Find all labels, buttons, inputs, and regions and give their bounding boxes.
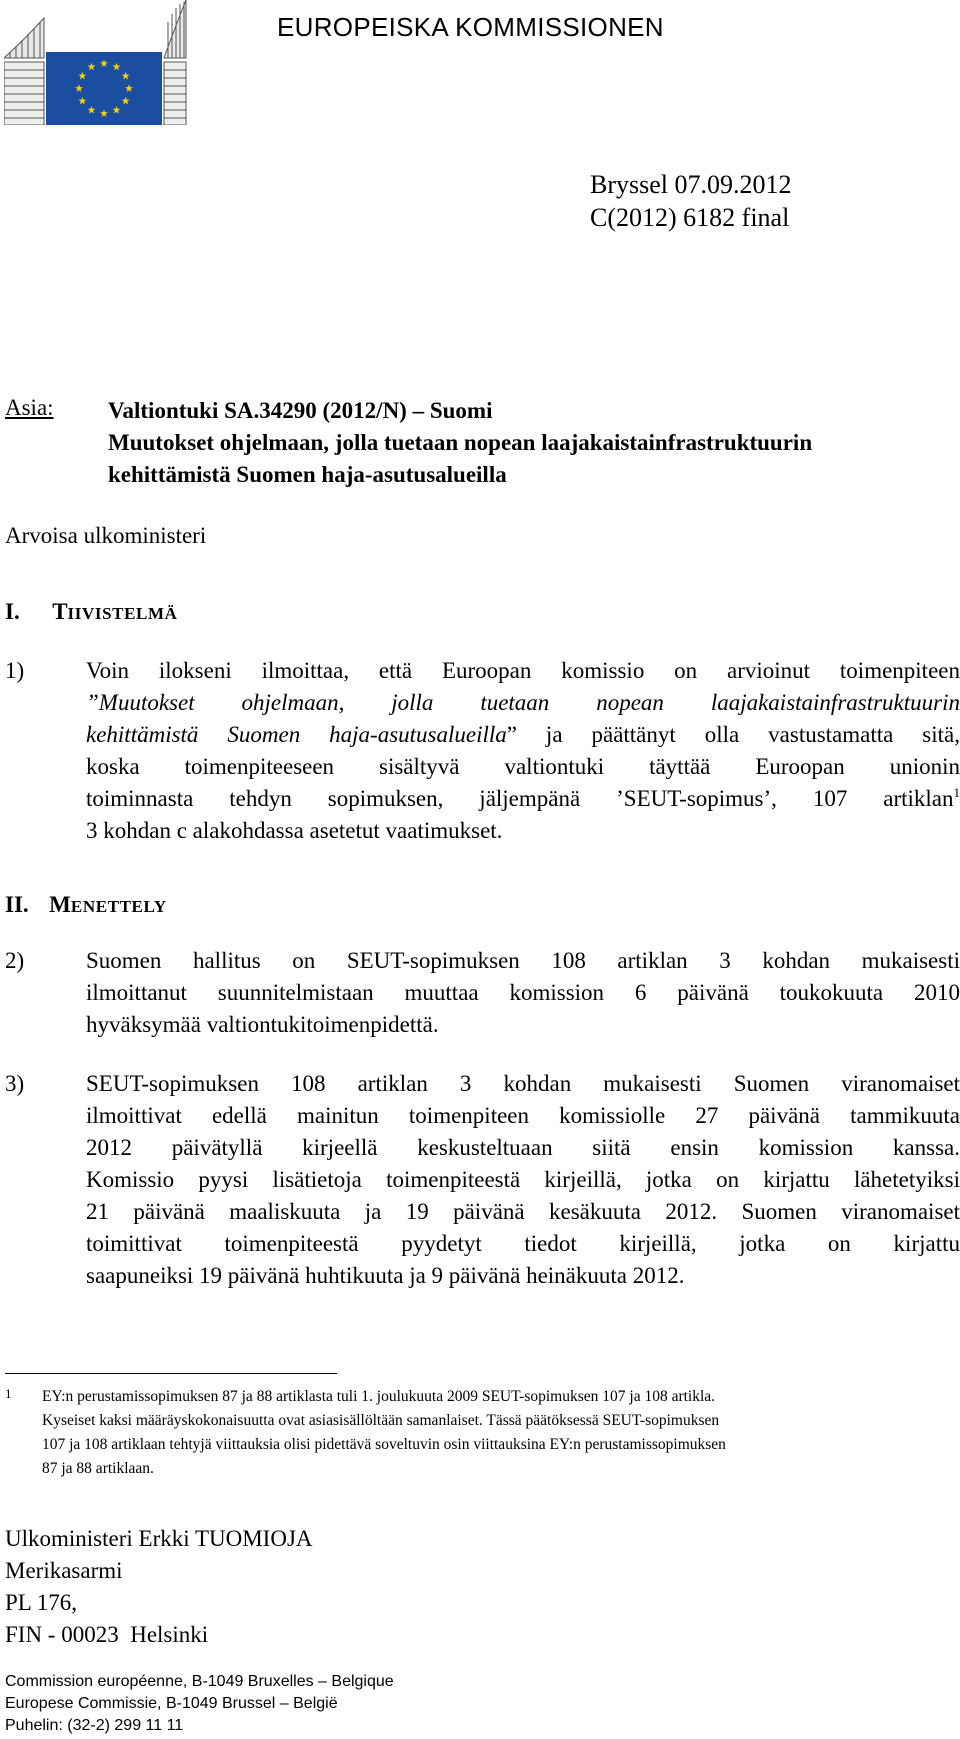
section-title-rest: ENETTELY xyxy=(70,897,167,916)
section-number: II. xyxy=(5,892,29,917)
date-reference-block xyxy=(590,168,792,234)
paragraph-line: toimittivat toimenpiteestä pyydetyt tiedot kirjeillä, jotka on kirjattu xyxy=(86,1231,960,1256)
paragraph-1 xyxy=(5,655,960,847)
subject-label: Asia: xyxy=(5,395,54,420)
paragraph-line: Suomen hallitus on SEUT-sopimuksen 108 artiklan 3 kohdan mukaisesti xyxy=(86,948,960,973)
recipient-address xyxy=(5,1523,313,1651)
section-heading-procedure xyxy=(5,892,167,918)
paragraph-line: ilmoittivat edellä mainitun toimenpiteen komissiolle 27 päivänä tammikuuta xyxy=(86,1103,960,1128)
paragraph-line-text: toiminnasta tehdyn sopimuksen, jäljempänä ’SEUT-sopimus’, 107 artiklan xyxy=(86,786,954,811)
subject-line: kehittämistä Suomen haja-asutusalueilla xyxy=(108,462,507,487)
paragraph-number: 2) xyxy=(5,948,25,973)
paragraph-line: Voin ilokseni ilmoittaa, että Euroopan komissio on arvioinut toimenpiteen xyxy=(86,658,960,683)
paragraph-line-rest: ” ja päättänyt olla vastustamatta sitä, xyxy=(506,722,960,747)
paragraph-number: 3) xyxy=(5,1071,25,1096)
paragraph-2 xyxy=(5,945,960,1041)
contact-line: Commission européenne, B-1049 Bruxelles – Belgique xyxy=(5,1673,394,1690)
paragraph-line: 3 kohdan c alakohdassa asetetut vaatimukset. xyxy=(86,818,503,843)
eu-commission-logo-icon xyxy=(4,0,188,125)
document-reference: C(2012) 6182 final xyxy=(590,203,790,232)
paragraph-line: 21 päivänä maaliskuuta ja 19 päivänä kesäkuuta 2012. Suomen viranomaiset xyxy=(86,1199,960,1224)
paragraph-line: 2012 päivätyllä kirjeellä keskusteltuaan siitä ensin komission kanssa. xyxy=(86,1135,960,1160)
commission-contact xyxy=(5,1671,394,1737)
contact-line: Europese Commissie, B-1049 Brussel – België xyxy=(5,1695,338,1712)
measure-title-italic: kehittämistä Suomen haja-asutusalueilla xyxy=(86,722,507,747)
paragraph-line: ilmoittanut suunnitelmistaan muuttaa komission 6 päivänä toukokuuta 2010 xyxy=(86,980,960,1005)
section-title-rest: IIVISTELMÄ xyxy=(67,604,178,623)
paragraph-number: 1) xyxy=(5,658,25,683)
footnote-line: EY:n perustamissopimuksen 87 ja 88 artiklasta tuli 1. joulukuuta 2009 SEUT-sopimuksen 107 ja 108 artikla. xyxy=(42,1388,716,1405)
paragraph-line: ”Muutokset ohjelmaan, jolla tuetaan nopean laajakaistainfrastruktuurin xyxy=(86,690,960,715)
footnote-reference: 1 xyxy=(953,785,960,800)
paragraph-line: SEUT-sopimuksen 108 artiklan 3 kohdan mukaisesti Suomen viranomaiset xyxy=(86,1071,960,1096)
paragraph-line: saapuneiksi 19 päivänä huhtikuuta ja 9 päivänä heinäkuuta 2012. xyxy=(86,1263,685,1288)
paragraph-line xyxy=(86,719,960,751)
paragraph-line xyxy=(86,783,960,815)
subject-line: Muutokset ohjelmaan, jolla tuetaan nopean laajakaistainfrastruktuurin xyxy=(108,430,813,455)
contact-line: Puhelin: (32-2) 299 11 11 xyxy=(5,1717,184,1734)
subject-text xyxy=(108,395,958,491)
footnote-line: Kyseiset kaksi määräyskokonaisuutta ovat asiasisällöltään samanlaiset. Tässä päätöksessä SEUT-sopimuksen xyxy=(42,1412,720,1429)
subject-line: Valtiontuki SA.34290 (2012/N) – Suomi xyxy=(108,398,493,423)
section-number: I. xyxy=(5,599,20,624)
section-heading-summary xyxy=(5,599,177,625)
footnote xyxy=(5,1385,960,1481)
salutation: Arvoisa ulkoministeri xyxy=(5,523,207,548)
commission-name: EUROPEISKA KOMMISSIONEN xyxy=(277,12,664,42)
address-line: Merikasarmi xyxy=(5,1558,123,1583)
footnote-number: 1 xyxy=(5,1386,12,1401)
eu-commission-logo xyxy=(4,0,188,125)
footnote-line: 87 ja 88 artiklaan. xyxy=(42,1460,154,1477)
address-line: Ulkoministeri Erkki TUOMIOJA xyxy=(5,1526,313,1551)
footnote-line: 107 ja 108 artiklaan tehtyjä viittauksia olisi pidettävä soveltuvin osin viittauksina EY:n perustamissopimuksen xyxy=(42,1436,726,1453)
paragraph-line: koska toimenpiteeseen sisältyvä valtiontuki täyttää Euroopan unionin xyxy=(86,754,960,779)
address-line: FIN - 00023 Helsinki xyxy=(5,1622,209,1647)
paragraph-3 xyxy=(5,1068,960,1292)
paragraph-line: Komissio pyysi lisätietoja toimenpiteestä kirjeillä, jotka on kirjattu lähetetyiksi xyxy=(86,1167,960,1192)
paragraph-line: hyväksymää valtiontukitoimenpidettä. xyxy=(86,1012,439,1037)
footnote-separator xyxy=(5,1373,337,1374)
section-title-initial: M xyxy=(49,892,71,917)
document-date: Bryssel 07.09.2012 xyxy=(590,170,792,199)
section-title-initial: T xyxy=(52,599,68,624)
address-line: PL 176, xyxy=(5,1590,77,1615)
